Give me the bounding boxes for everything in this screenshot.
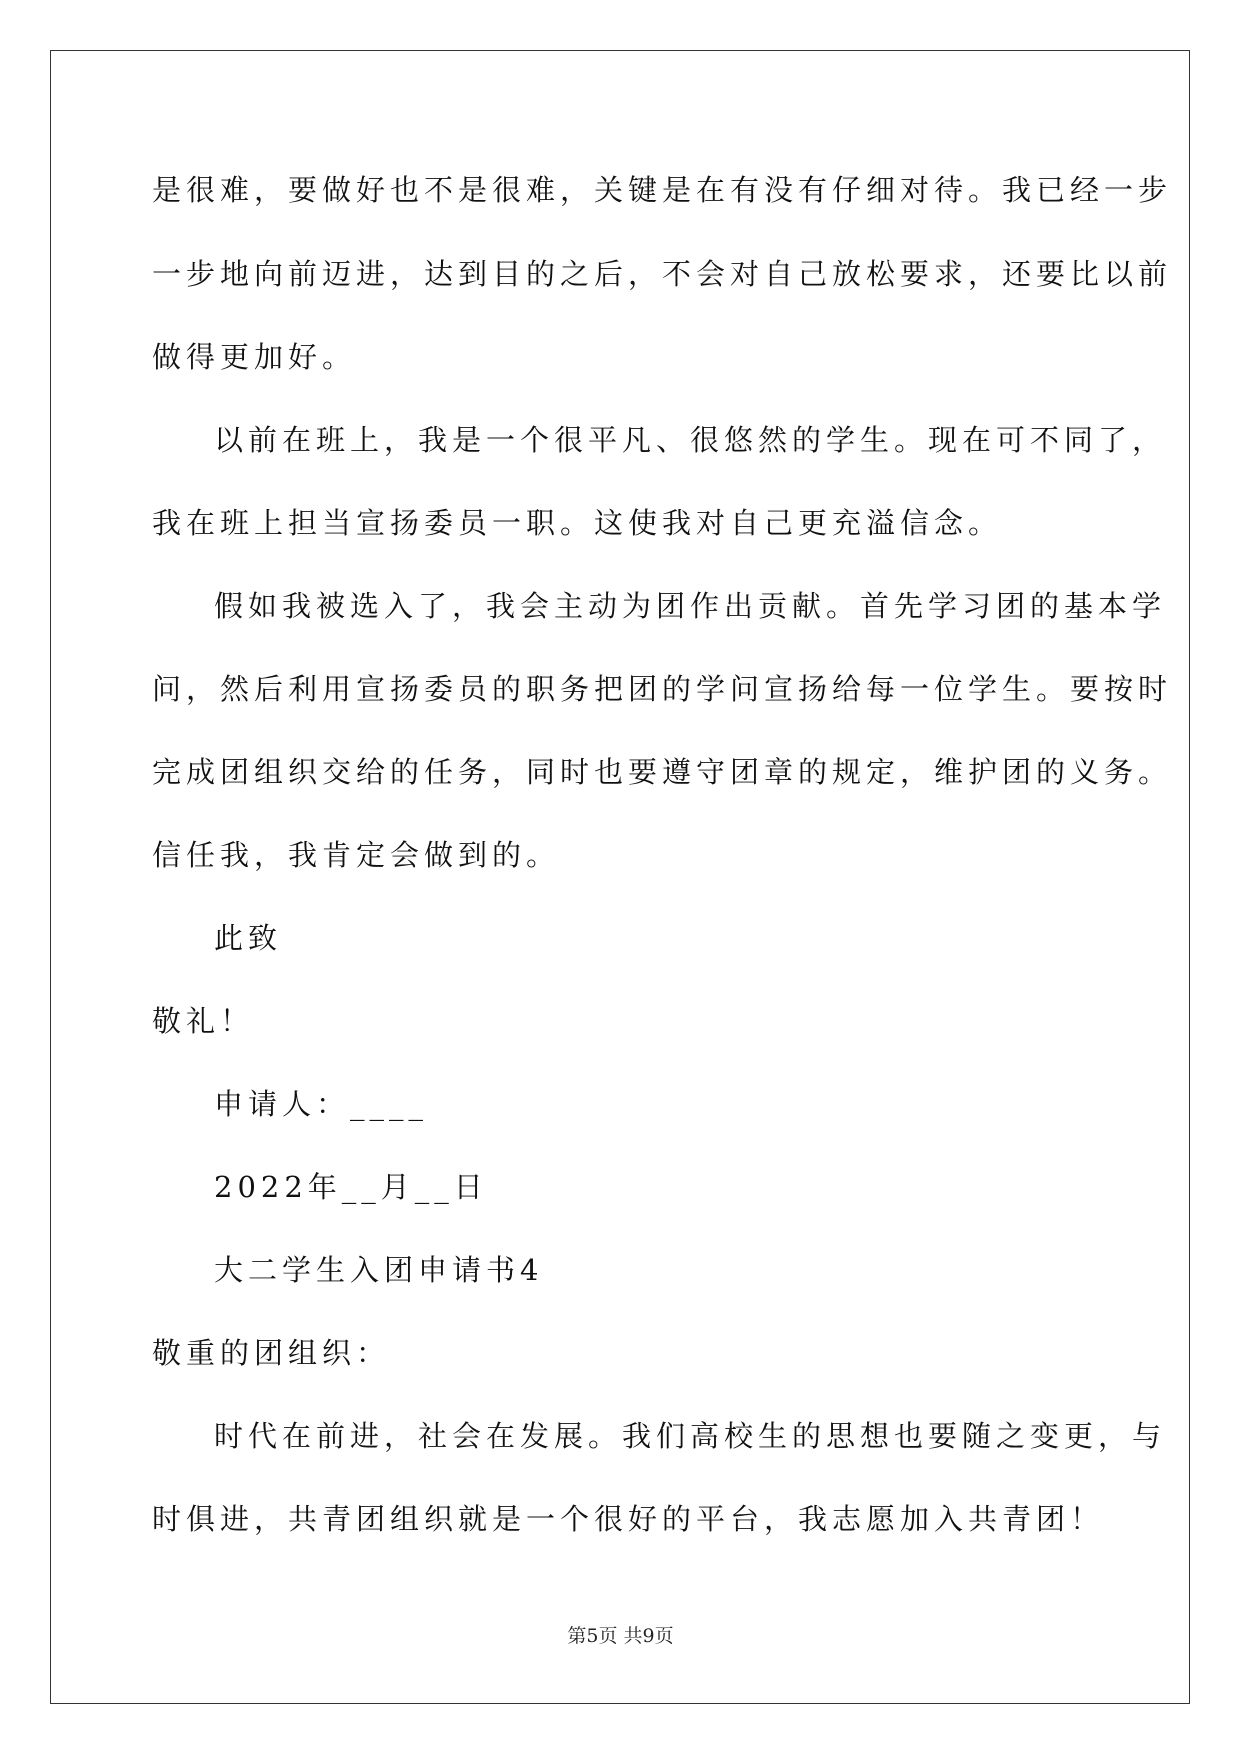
page-number-footer: 第5页 共9页	[567, 1625, 674, 1647]
paragraph-line: 时代在前进，社会在发展。我们高校生的思想也要随之变更，与	[214, 1419, 1167, 1453]
paragraph-line: 时俱进，共青团组织就是一个很好的平台，我志愿加入共青团！	[152, 1502, 1105, 1536]
salutation: 敬礼！	[152, 1004, 255, 1038]
paragraph-line: 以前在班上，我是一个很平凡、很悠然的学生。现在可不同了，	[214, 423, 1167, 457]
paragraph-line: 信任我，我肯定会做到的。	[152, 838, 561, 872]
applicant-signature: 申请人：____	[214, 1087, 429, 1121]
greeting: 敬重的团组织：	[152, 1336, 391, 1370]
paragraph-line: 是很难，要做好也不是很难，关键是在有没有仔细对待。我已经一步	[152, 173, 1173, 207]
paragraph-line: 我在班上担当宣扬委员一职。这使我对自己更充溢信念。	[152, 506, 1003, 540]
paragraph-line: 假如我被选入了，我会主动为团作出贡献。首先学习团的基本学	[214, 589, 1167, 623]
paragraph-line: 做得更加好。	[152, 340, 357, 374]
paragraph-line: 一步地向前迈进，达到目的之后，不会对自己放松要求，还要比以前	[152, 257, 1173, 291]
paragraph-line: 问，然后利用宣扬委员的职务把团的学问宣扬给每一位学生。要按时	[152, 672, 1173, 706]
date-line: 2022年__月__日	[214, 1170, 488, 1204]
section-title: 大二学生入团申请书4	[214, 1253, 544, 1287]
closing-phrase: 此致	[214, 921, 283, 955]
paragraph-line: 完成团组织交给的任务，同时也要遵守团章的规定，维护团的义务。	[152, 755, 1173, 789]
